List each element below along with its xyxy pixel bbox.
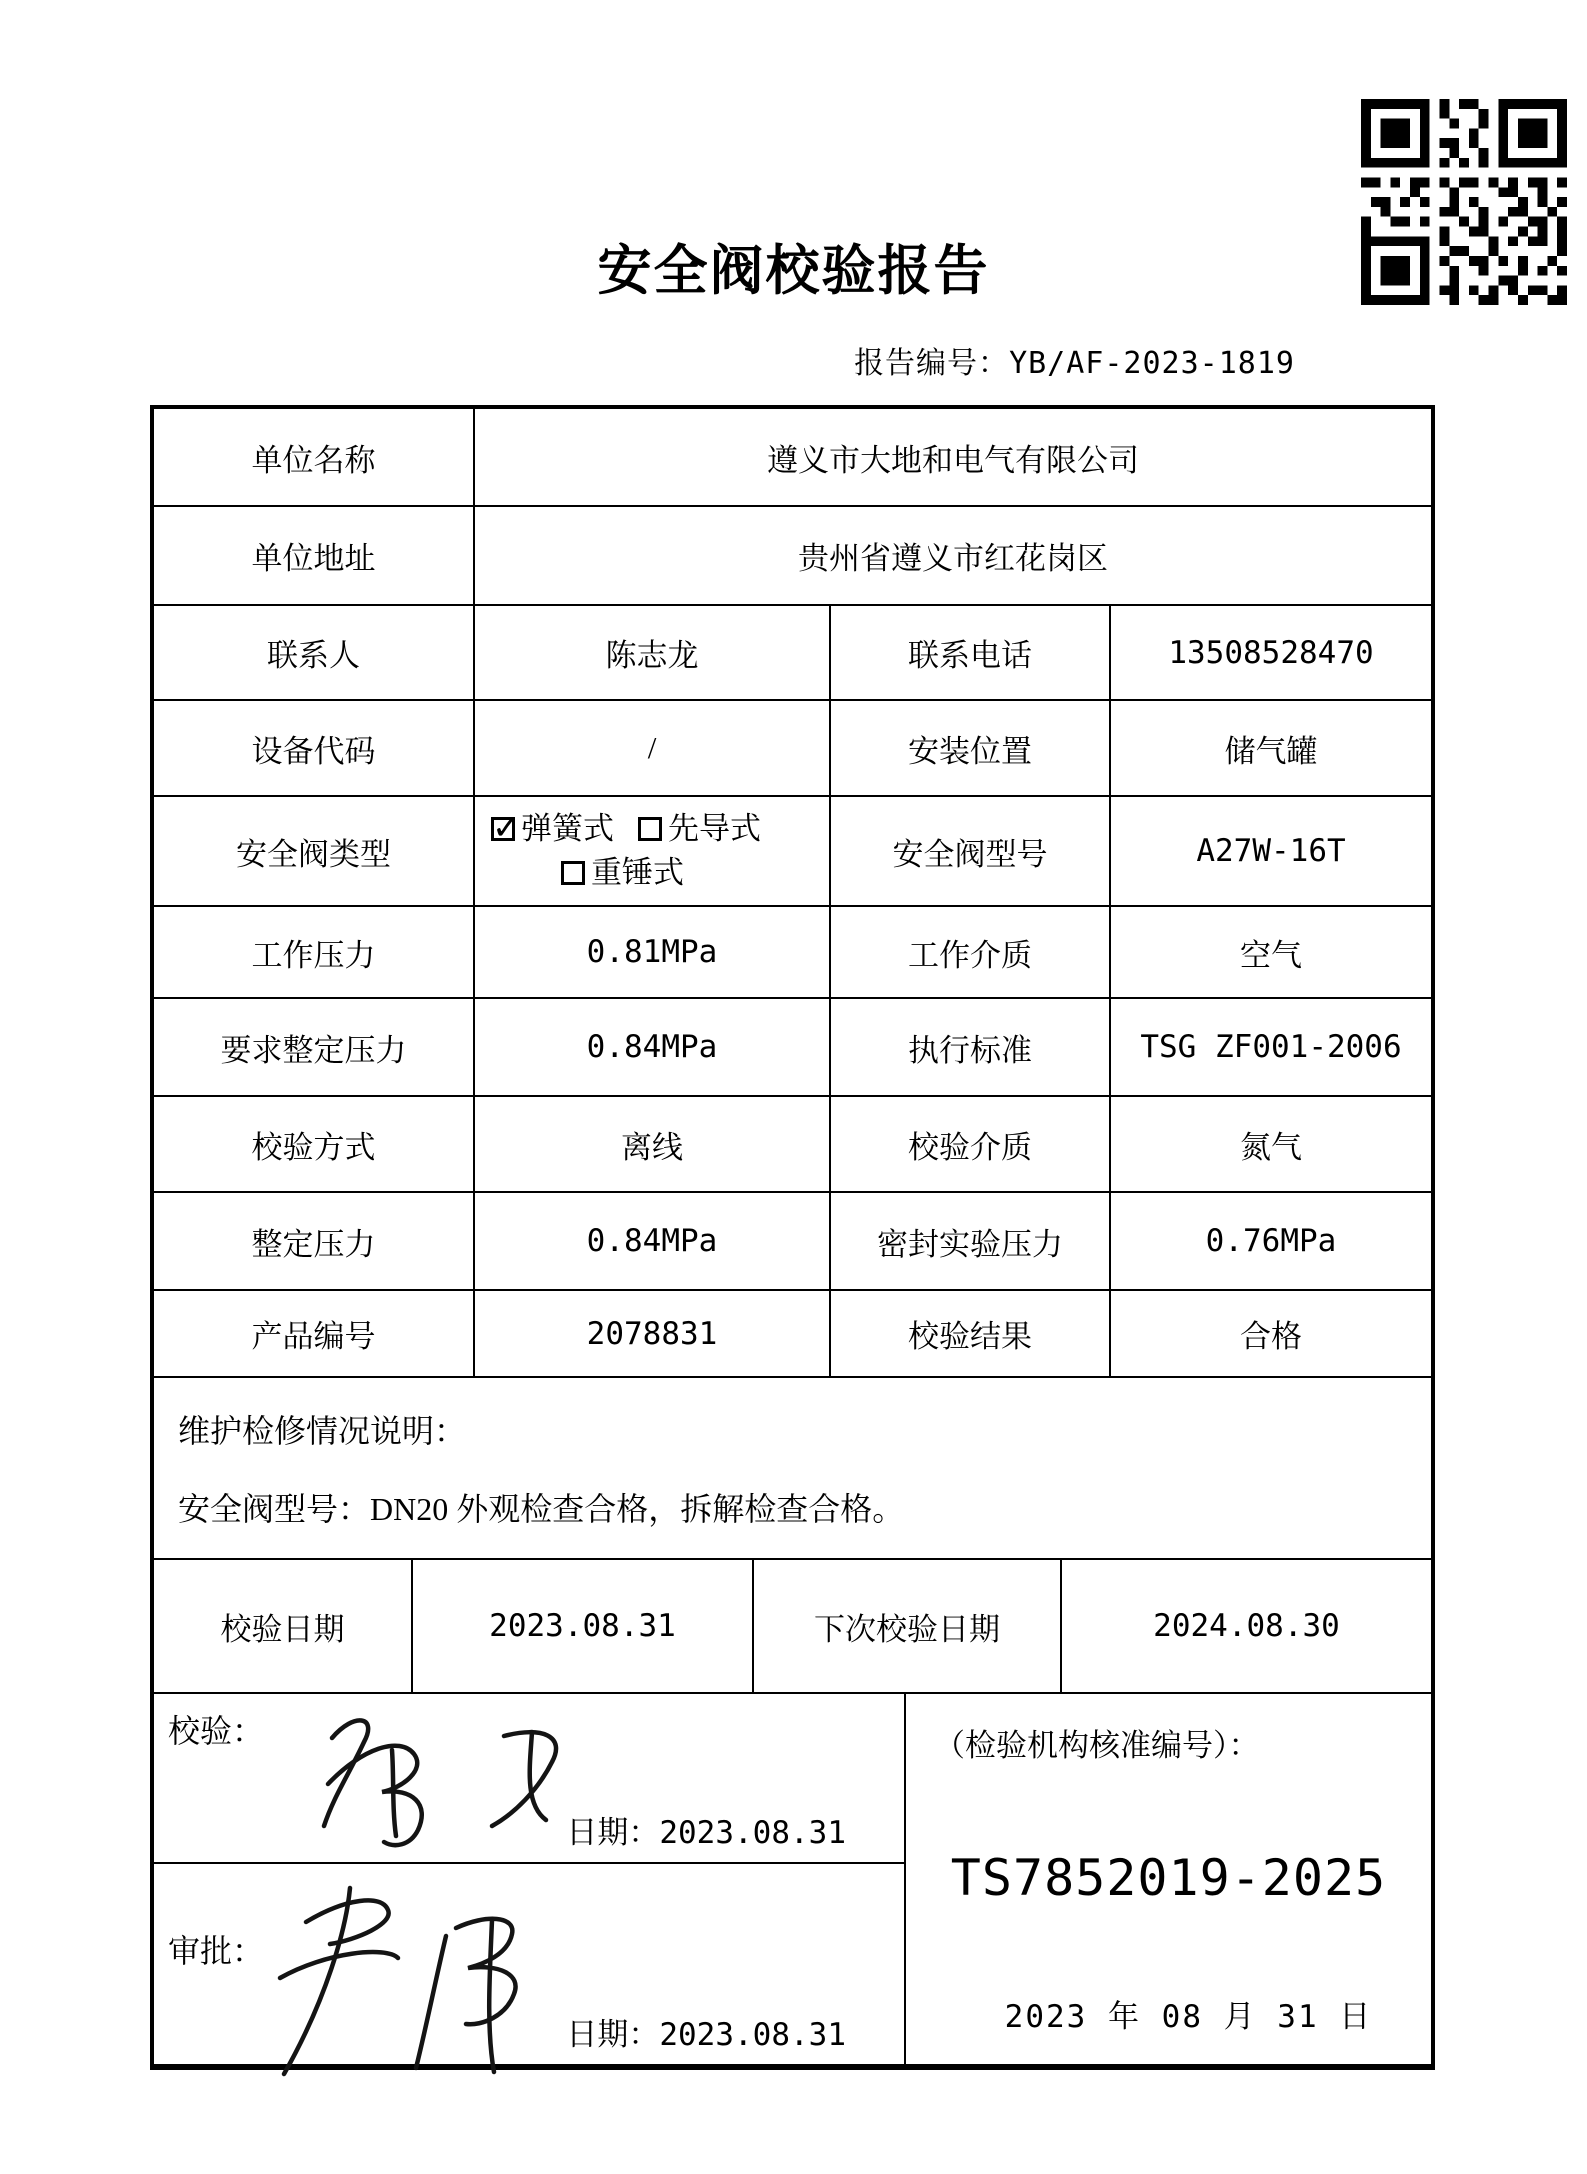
- valve-model-label: 安全阀型号: [831, 797, 1111, 905]
- install-location-label: 安装位置: [831, 701, 1111, 795]
- option-lever-label: 重锤式: [591, 855, 684, 890]
- row-dates: [154, 1560, 1431, 1694]
- report-number: [854, 338, 1295, 382]
- row-device-code: [154, 701, 1431, 797]
- calibration-date-label: 校验日期: [154, 1560, 413, 1692]
- verifier-date-label: 日期：: [566, 1815, 660, 1850]
- checkbox-spring-icon: [491, 817, 515, 841]
- seal-test-pressure-value: 0.76MPa: [1205, 1223, 1337, 1259]
- option-spring-label: 弹簧式: [521, 811, 614, 846]
- required-set-pressure-label: 要求整定压力: [154, 999, 475, 1095]
- required-set-pressure-value: 0.84MPa: [475, 999, 831, 1095]
- approver-signature: [254, 1870, 594, 2084]
- option-lever: [561, 851, 684, 895]
- contact-label: 联系人: [154, 606, 475, 699]
- signature-section: [154, 1694, 1431, 2064]
- report-number-label: 报告编号：: [854, 347, 1010, 380]
- valve-type-line1: [491, 807, 779, 851]
- row-required-set-pressure: [154, 999, 1431, 1097]
- report-number-value: YB/AF-2023-1819: [1009, 346, 1295, 381]
- seal-test-pressure-label: 密封实验压力: [831, 1193, 1111, 1289]
- maintenance-title: 维护检修情况说明：: [178, 1413, 467, 1449]
- row-set-pressure: [154, 1193, 1431, 1291]
- row-unit-name: [154, 409, 1431, 507]
- unit-name-value: 遵义市大地和电气有限公司: [767, 442, 1139, 478]
- working-pressure-value: 0.81MPa: [475, 907, 831, 997]
- approver-label: 审批：: [168, 1933, 265, 1969]
- agency-date: 2023 年 08 月 31 日: [1004, 1999, 1373, 2035]
- phone-label: 联系电话: [831, 606, 1111, 699]
- device-code-label: 设备代码: [154, 701, 475, 795]
- unit-address-label: 单位地址: [154, 507, 475, 604]
- maintenance-remark: [154, 1378, 1431, 1560]
- signature-left-column: [154, 1694, 906, 2064]
- row-unit-address: [154, 507, 1431, 606]
- option-spring: [491, 807, 614, 851]
- agency-cell: [906, 1694, 1431, 2064]
- valve-model-value: A27W-16T: [1196, 833, 1346, 869]
- page-title: 安全阀校验报告: [597, 241, 990, 301]
- device-code-value: /: [475, 701, 831, 795]
- option-pilot-label: 先导式: [668, 811, 761, 846]
- approver-date-label: 日期：: [566, 2017, 660, 2052]
- approver-date-value: 2023.08.31: [659, 2017, 846, 2053]
- unit-address-value: 贵州省遵义市红花岗区: [798, 541, 1108, 576]
- set-pressure-value: 0.84MPa: [475, 1193, 831, 1289]
- install-location-value: 储气罐: [1224, 733, 1318, 769]
- verifier-cell: [154, 1694, 904, 1864]
- calibration-medium-value: 氮气: [1240, 1129, 1302, 1165]
- verifier-date: [566, 1807, 846, 1852]
- row-working-pressure: [154, 907, 1431, 999]
- calibration-method-value: 离线: [475, 1097, 831, 1191]
- approver-cell: [154, 1864, 904, 2064]
- agency-label: （检验机构核准编号）：: [934, 1728, 1260, 1763]
- row-product-no: [154, 1291, 1431, 1378]
- option-pilot: [638, 807, 761, 851]
- phone-value: 13508528470: [1168, 634, 1374, 671]
- checkbox-pilot-icon: [638, 817, 662, 841]
- verifier-label: 校验：: [168, 1713, 265, 1749]
- approver-date: [566, 2009, 846, 2054]
- calibration-method-label: 校验方式: [154, 1097, 475, 1191]
- next-calibration-date-label: 下次校验日期: [754, 1560, 1062, 1692]
- product-no-label: 产品编号: [154, 1291, 475, 1376]
- verifier-date-value: 2023.08.31: [659, 1815, 846, 1851]
- standard-value: TSG ZF001-2006: [1140, 1029, 1402, 1065]
- product-no-value: 2078831: [475, 1291, 831, 1376]
- working-medium-label: 工作介质: [831, 907, 1111, 997]
- result-label: 校验结果: [831, 1291, 1111, 1376]
- working-medium-value: 空气: [1240, 937, 1302, 973]
- set-pressure-label: 整定压力: [154, 1193, 475, 1289]
- report-table: [150, 405, 1435, 2070]
- valve-type-label: 安全阀类型: [154, 797, 475, 905]
- checkbox-lever-icon: [561, 861, 585, 885]
- valve-type-line2: [491, 851, 702, 895]
- unit-name-label: 单位名称: [154, 409, 475, 505]
- standard-label: 执行标准: [831, 999, 1111, 1095]
- calibration-medium-label: 校验介质: [831, 1097, 1111, 1191]
- row-calibration-method: [154, 1097, 1431, 1193]
- working-pressure-label: 工作压力: [154, 907, 475, 997]
- row-valve-type: [154, 797, 1431, 907]
- result-value: 合格: [1240, 1319, 1302, 1354]
- row-contact: [154, 606, 1431, 701]
- contact-value: 陈志龙: [475, 606, 831, 699]
- next-calibration-date-value: 2024.08.30: [1153, 1608, 1340, 1644]
- maintenance-content: 安全阀型号：DN20 外观检查合格，拆解检查合格。: [178, 1491, 905, 1527]
- calibration-date-value: 2023.08.31: [413, 1560, 754, 1692]
- valve-type-options: [475, 797, 831, 905]
- agency-code: TS7852019-2025: [950, 1849, 1387, 1907]
